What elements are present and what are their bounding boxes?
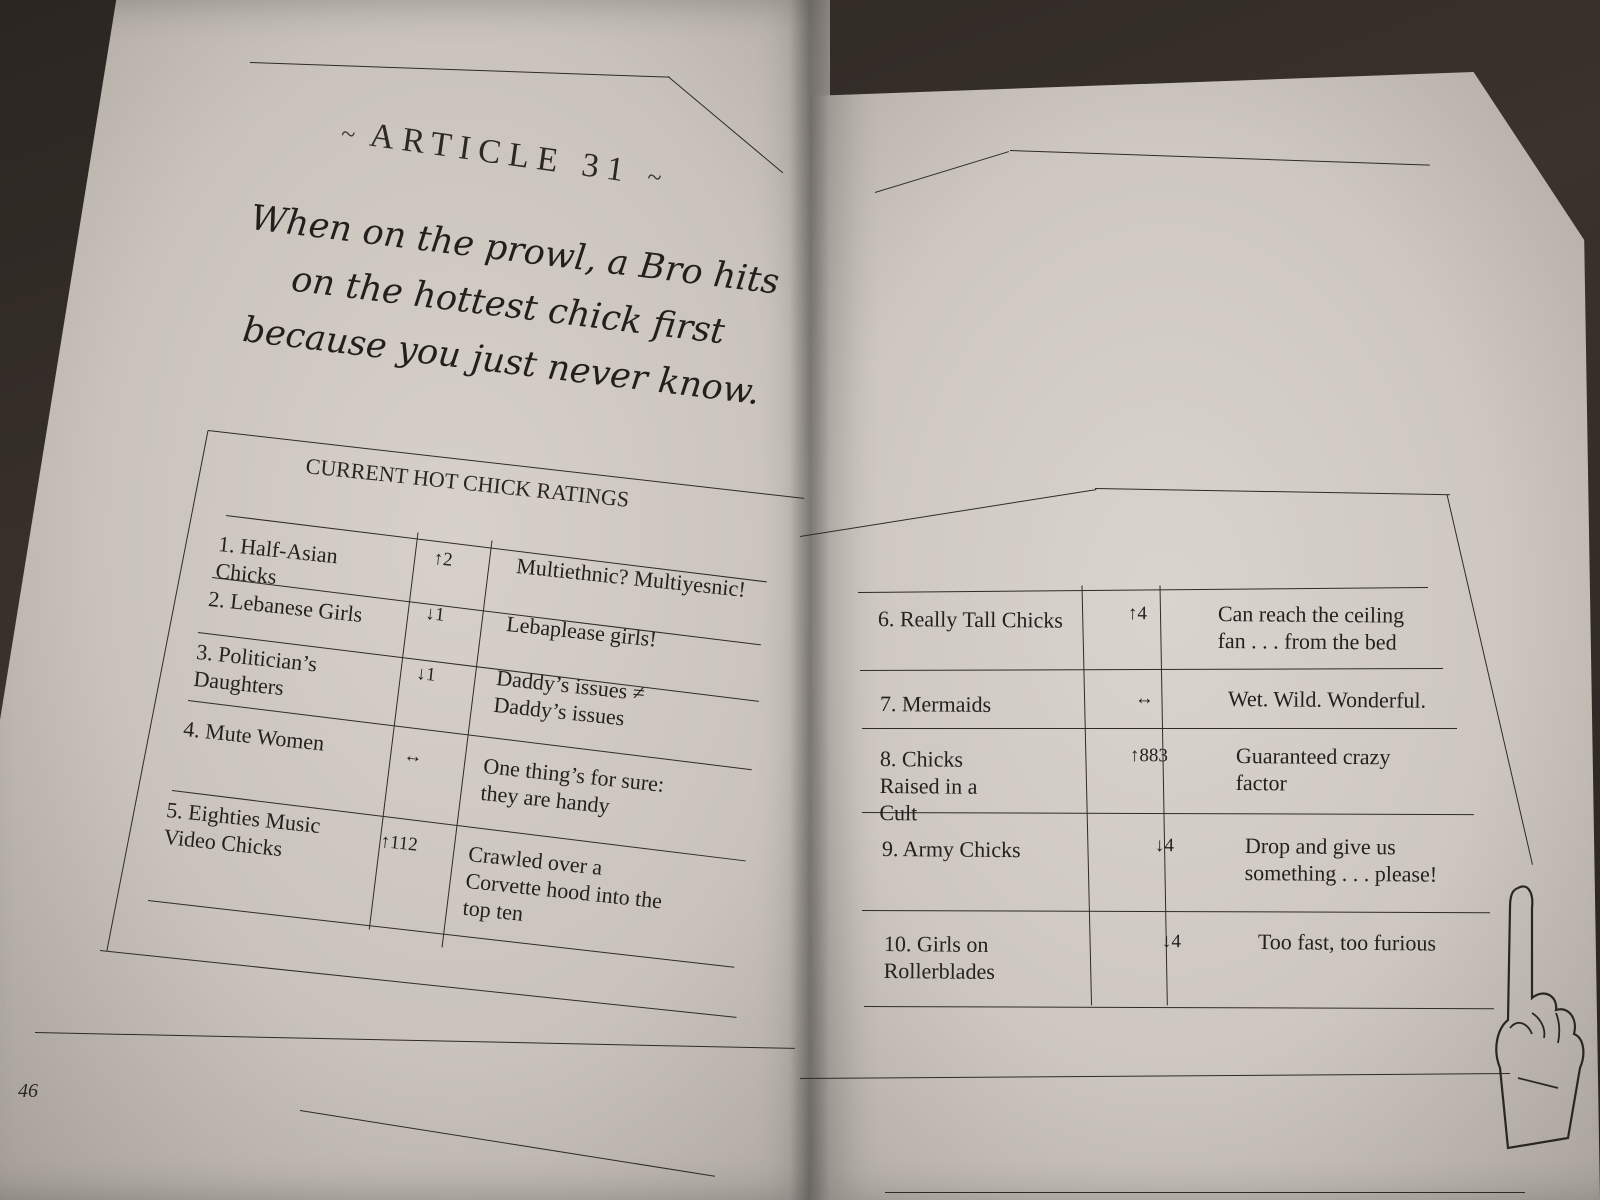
table-row-10-comment: Too fast, too furious	[1257, 928, 1437, 956]
flourish-right-icon: ~	[645, 161, 664, 193]
flourish-left-icon: ~	[339, 118, 358, 150]
table-row-10-rank: 10. Girls on Rollerblades	[883, 930, 995, 984]
table-row-9-rank: 9. Army Chicks	[881, 835, 1021, 863]
table-row-9-change: ↓4	[1154, 834, 1174, 857]
table-row-2-rank: 2. Lebanese Girls	[207, 585, 364, 628]
row-divider	[862, 728, 1457, 729]
pointing-hand-icon	[1488, 878, 1588, 1178]
table-row-6-change: ↑4	[1127, 602, 1147, 625]
table-row-4-rank: 4. Mute Women	[182, 715, 326, 756]
table-row-7-rank: 7. Mermaids	[879, 690, 992, 717]
table-row-1-comment: Multiethnic? Multiyesnic!	[515, 552, 747, 602]
right-page	[810, 0, 1600, 1200]
table-row-2-comment: Lebaplease girls!	[505, 610, 658, 652]
table-row-5-rank: 5. Eighties Music Video Chicks	[162, 796, 322, 862]
table-row-5-comment: Crawled over a Corvette hood into the top ten	[461, 840, 664, 926]
table-row-4-change: ↔	[402, 744, 424, 768]
page-number: 46	[18, 1080, 38, 1102]
table-row-1-rank: 1. Half-Asian Chicks	[214, 530, 339, 590]
table-row-7-change: ↔	[1134, 687, 1154, 710]
table-row-8-rank: 8. Chicks Raised in a Cult	[879, 745, 978, 826]
right-bottom-rule-2	[885, 1192, 1525, 1193]
table-row-3-change: ↓1	[415, 662, 437, 686]
table-row-6-comment: Can reach the ceiling fan . . . from the bed	[1217, 600, 1405, 655]
table-row-10-change: ↓4	[1161, 930, 1181, 953]
table-row-6-rank: 6. Really Tall Chicks	[877, 605, 1064, 633]
article-number: ARTICLE 31	[367, 116, 635, 191]
table-row-4-comment: One thing’s for sure: they are handy	[479, 752, 666, 819]
table-row-8-comment: Guaranteed crazy factor	[1235, 742, 1391, 796]
table-row-1-change: ↑2	[432, 547, 454, 571]
article-rule-text: When on the prowl, a Bro hits on the hottest chick first because you just never know.	[240, 198, 782, 414]
book-gutter	[790, 0, 830, 1200]
table-row-3-comment: Daddy’s issues ≠ Daddy’s issues	[492, 664, 647, 731]
table-row-7-comment: Wet. Wild. Wonderful.	[1227, 685, 1427, 713]
table-row-8-change: ↑883	[1129, 744, 1168, 767]
table-row-5-change: ↑112	[379, 830, 419, 856]
table-row-2-change: ↓1	[424, 602, 446, 626]
table-row-9-comment: Drop and give us something . . . please!	[1244, 832, 1438, 887]
table-title: CURRENT HOT CHICK RATINGS	[304, 453, 631, 512]
table-row-3-rank: 3. Politician’s Daughters	[192, 638, 319, 701]
